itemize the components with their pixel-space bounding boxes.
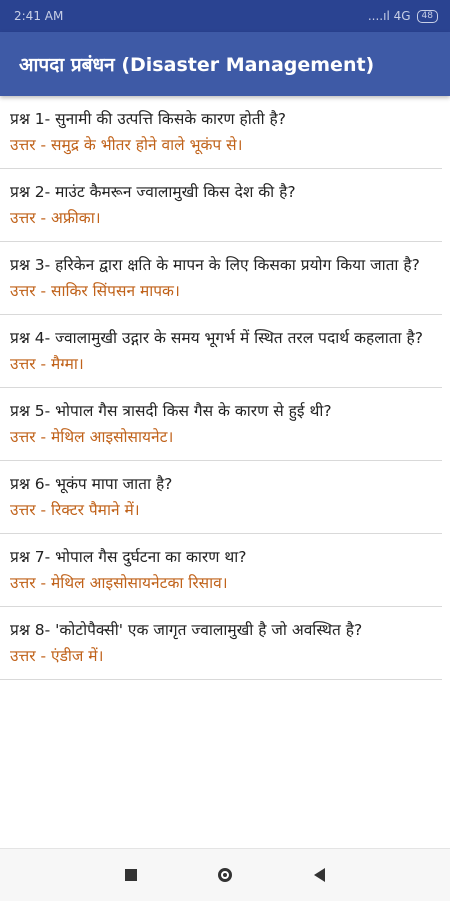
answer-text: उत्तर - मैग्मा। xyxy=(10,355,84,373)
back-button[interactable] xyxy=(307,863,331,887)
status-indicators xyxy=(368,9,438,23)
signal-icon: ....ıl 4G xyxy=(367,9,411,23)
question-text: प्रश्न 1- सुनामी की उत्पत्ति किसके कारण होती है? xyxy=(10,110,287,128)
question-text: प्रश्न 3- हरिकेन द्वारा क्षति के मापन के लिए किसका प्रयोग किया जाता है? xyxy=(10,256,420,274)
status-bar xyxy=(0,0,450,32)
answer-text: उत्तर - अफ्रीका। xyxy=(10,209,101,227)
question-text: प्रश्न 5- भोपाल गैस त्रासदी किस गैस के कारण से हुई थी? xyxy=(10,402,332,420)
question-text: प्रश्न 4- ज्वालामुखी उद्गार के समय भूगर्भ में स्थित तरल पदार्थ कहलाता है? xyxy=(10,329,423,347)
question-text: प्रश्न 6- भूकंप मापा जाता है? xyxy=(10,475,173,493)
qa-item xyxy=(0,388,442,461)
triangle-back-icon xyxy=(314,868,325,882)
answer-text: उत्तर - रिक्टर पैमाने में। xyxy=(10,501,140,519)
qa-item xyxy=(0,242,442,315)
recents-button[interactable] xyxy=(119,863,143,887)
qa-item xyxy=(0,315,442,388)
qa-item xyxy=(0,607,442,680)
circle-icon xyxy=(218,868,232,882)
question-text: प्रश्न 7- भोपाल गैस दुर्घटना का कारण था? xyxy=(10,548,247,566)
answer-text: उत्तर - साकिर सिंपसन मापक। xyxy=(10,282,180,300)
square-icon xyxy=(125,869,137,881)
answer-text: उत्तर - मेथिल आइसोसायनेटका रिसाव। xyxy=(10,574,228,592)
system-nav-bar xyxy=(0,848,450,901)
answer-text: उत्तर - समुद्र के भीतर होने वाले भूकंप से। xyxy=(10,136,243,154)
battery-icon: 48 xyxy=(417,10,438,23)
answer-text: उत्तर - मेथिल आइसोसायनेट। xyxy=(10,428,174,446)
qa-item xyxy=(0,96,442,169)
qa-item xyxy=(0,461,442,534)
app-title: आपदा प्रबंधन (Disaster Management) xyxy=(19,54,375,76)
app-bar xyxy=(0,32,450,96)
qa-item xyxy=(0,169,442,242)
question-text: प्रश्न 2- माउंट कैमरून ज्वालामुखी किस देश की है? xyxy=(10,183,296,201)
qa-list[interactable] xyxy=(0,96,450,848)
home-button[interactable] xyxy=(213,863,237,887)
answer-text: उत्तर - एंडीज में। xyxy=(10,647,104,665)
status-time: 2:41 AM xyxy=(14,9,64,23)
qa-item xyxy=(0,534,442,607)
question-text: प्रश्न 8- 'कोटोपैक्सी' एक जागृत ज्वालामुखी है जो अवस्थित है? xyxy=(10,621,363,639)
